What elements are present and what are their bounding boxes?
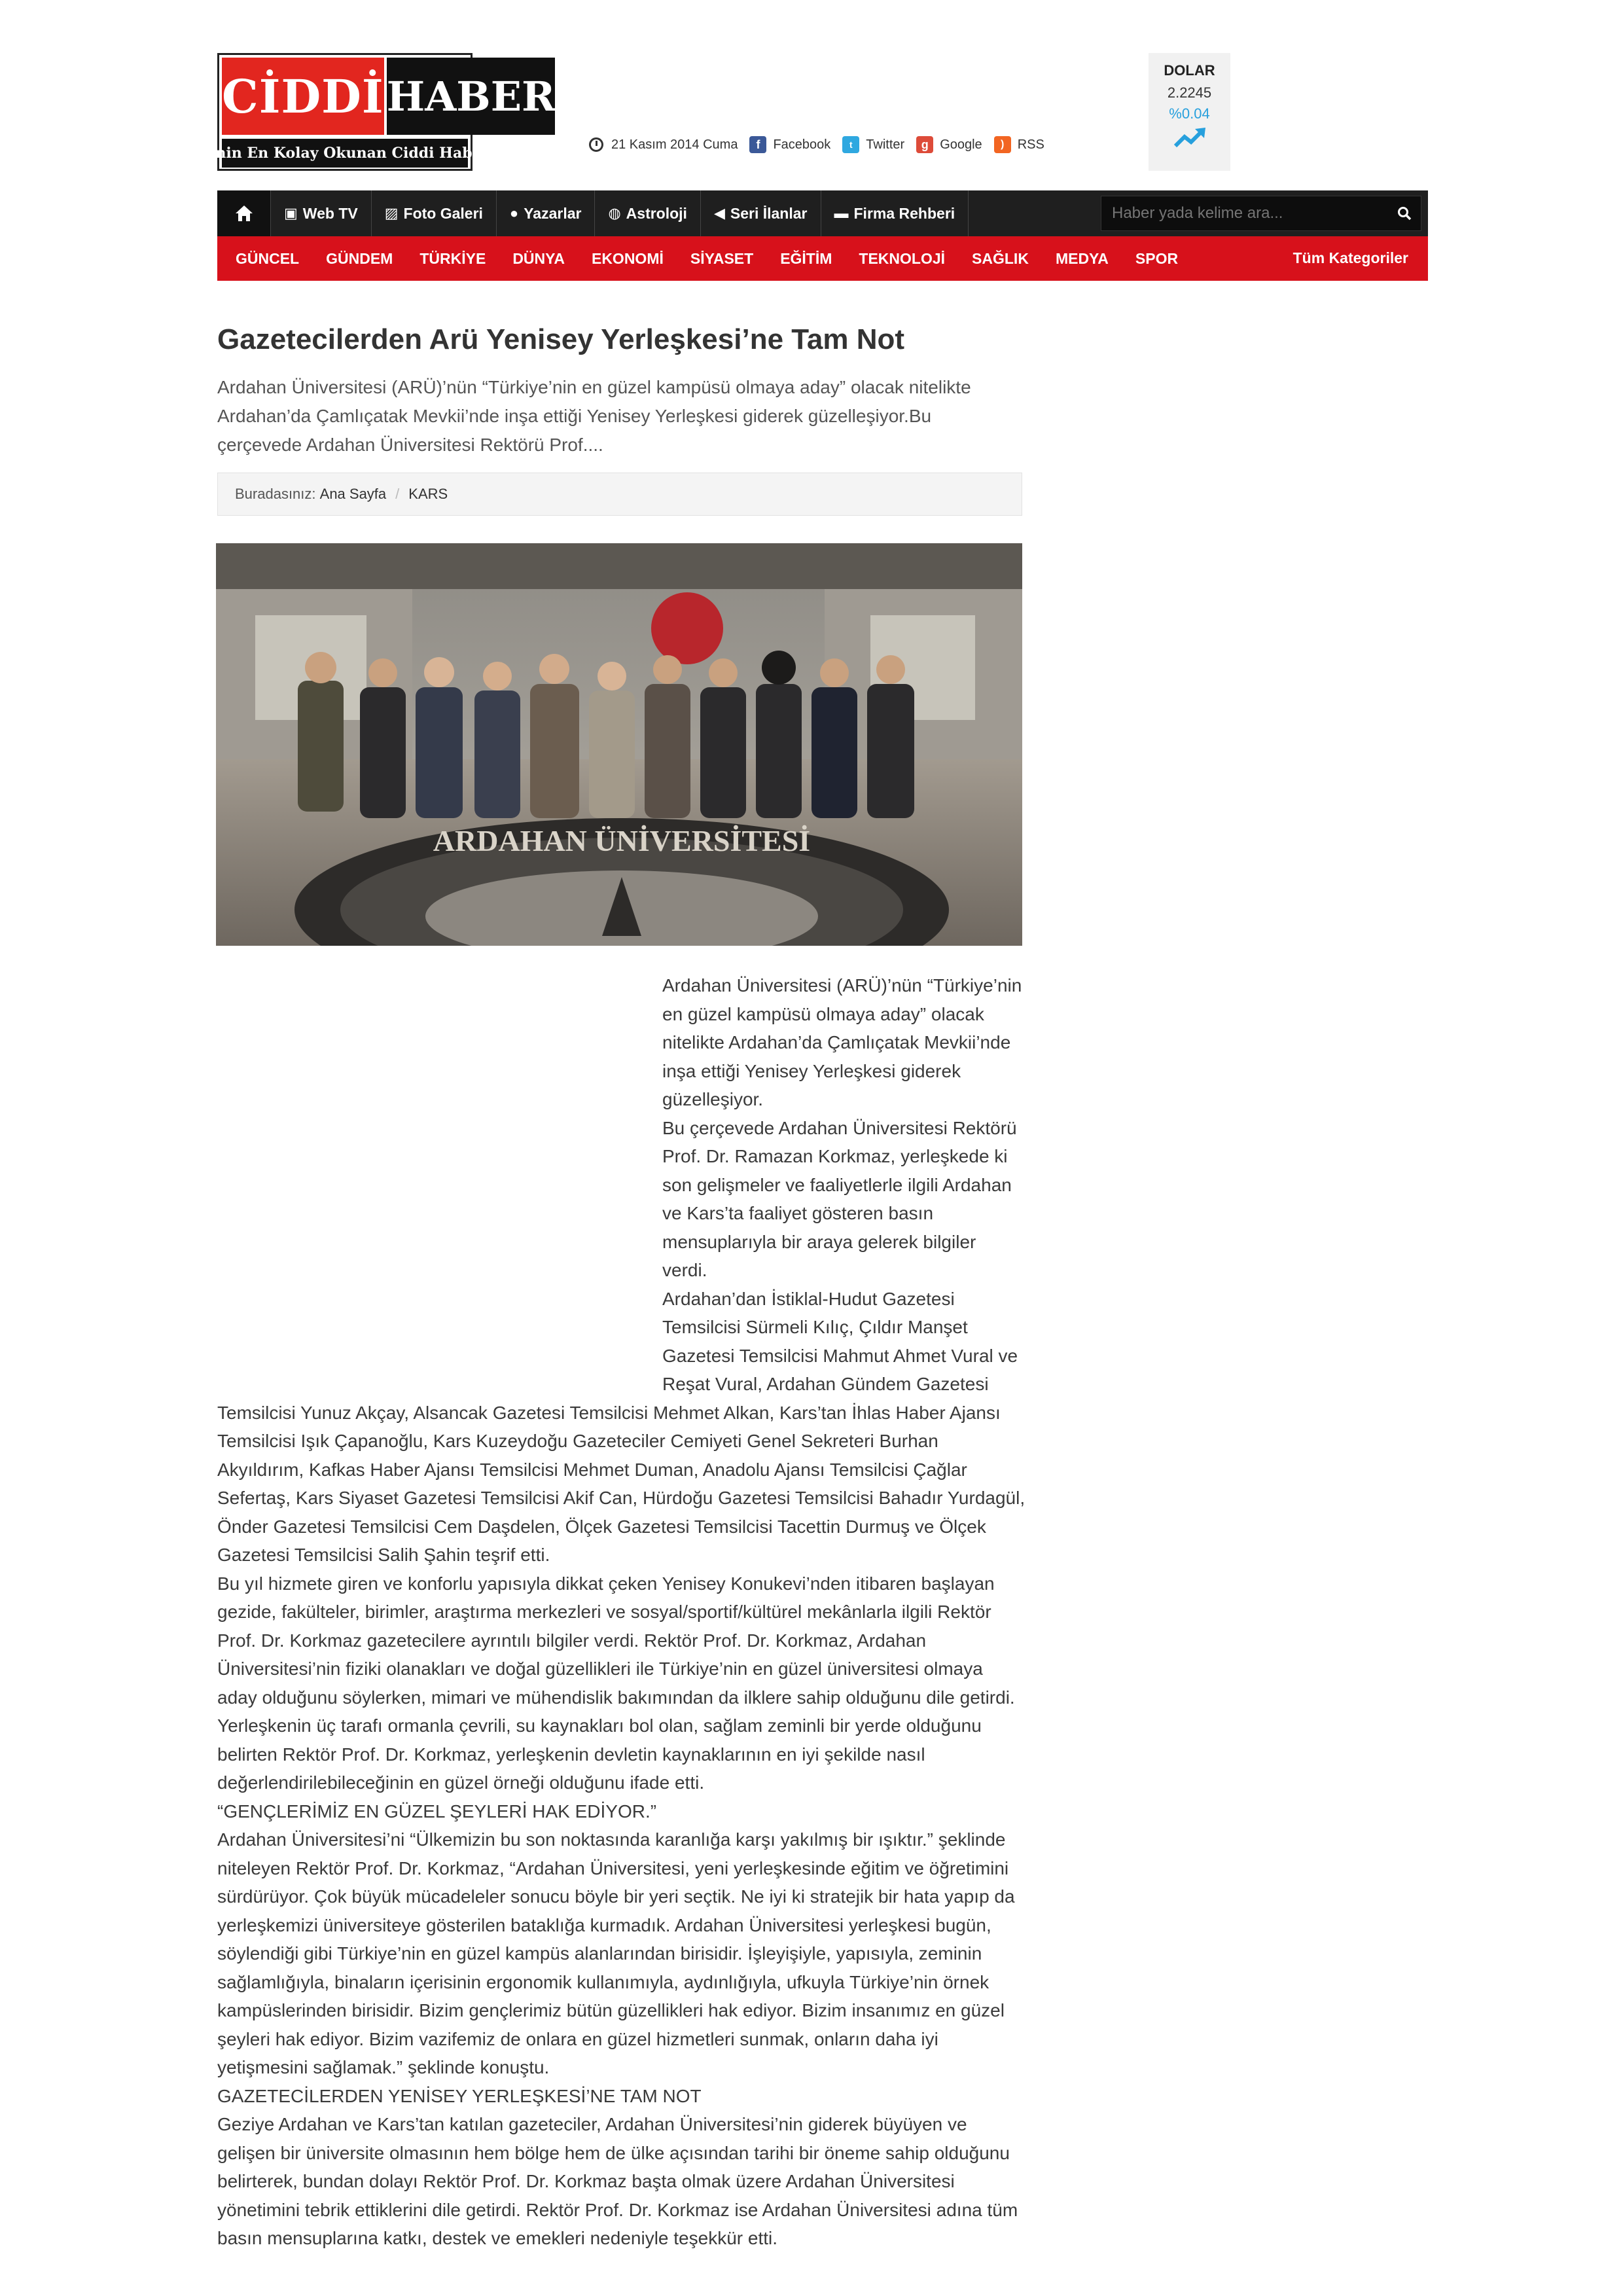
article-subheading: “GENÇLERİMİZ EN GÜZEL ŞEYLERİ HAK EDİYOR.” bbox=[217, 1801, 657, 1821]
category-gundem[interactable]: GÜNDEM bbox=[326, 249, 393, 267]
article-summary: Ardahan Üniversitesi (ARÜ)’nün “Türkiye’nin en güzel kampüsü olmaya aday” olacak nitelikte Ardahan’da Çamlıçatak Mevkii’nde inşa ettiği Yenisey Yerleşkesi giderek güzelleşiyor.Bu çerçevede Ardahan Üniversitesi Rektörü Prof.... bbox=[217, 377, 971, 455]
article-title: Gazetecilerden Arü Yenisey Yerleşkesi’ne Tam Not bbox=[217, 323, 905, 355]
main-nav bbox=[217, 190, 1428, 236]
all-categories-link[interactable]: Tüm Kategoriler bbox=[1293, 249, 1408, 266]
category-medya[interactable]: MEDYA bbox=[1055, 249, 1109, 267]
nav-item-yazarlar[interactable]: ● Yazarlar bbox=[497, 190, 596, 236]
category-guncel[interactable]: GÜNCEL bbox=[236, 249, 300, 267]
logo-tagline: Türkiye'nin En Kolay Okunan Ciddi Haber Sitesi bbox=[222, 139, 468, 168]
category-dunya[interactable]: DÜNYA bbox=[512, 249, 565, 267]
category-bar bbox=[217, 236, 1428, 281]
twitter-link[interactable]: Twitter bbox=[866, 137, 905, 152]
breadcrumb-home[interactable]: Ana Sayfa bbox=[319, 486, 387, 502]
category-spor[interactable]: SPOR bbox=[1135, 249, 1179, 267]
logo-ciddi: CİDDİ bbox=[222, 58, 384, 135]
twitter-icon[interactable]: t bbox=[842, 136, 859, 153]
article-subheading: GAZETECİLERDEN YENİSEY YERLEŞKESİ’NE TAM NOT bbox=[217, 2085, 702, 2106]
briefcase-icon: ▬ bbox=[834, 205, 849, 221]
article-paragraph: Bu yıl hizmete giren ve konforlu yapısıyla dikkat çeken Yenisey Konukevi’nden itibaren başlayan gezide, fakülteler, birimler, araştırma merkezleri ve sosyal/sportif/kültürel mekânlarla ilgili Rektör Prof. Dr. Korkmaz gazetecilere ayrıntılı bilgiler verdi. Rektör Prof. Dr. Korkmaz, Ardahan Üniversitesi’nin fiziki olanakları ve doğal güzellikleri ile Türkiye’nin en güzel üniversitesi olmaya aday olduğunu söylerken, mimari ve mühendislik bakımından da ilklere sahip olduğunu dile getirdi. Yerleşkenin üç tarafı ormanla çevrili, su kaynakları bol olan, sağlam zeminli bir yerde olduğunu belirten Rektör Prof. Dr. Korkmaz, yerleşkenin devletin kaynaklarının en iyi şekilde nasıl değerlendirilebileceğinin en güzel örneği olduğunu ifade etti. bbox=[217, 1573, 1015, 1793]
nav-item-firma-rehberi[interactable]: ▬ Firma Rehberi bbox=[821, 190, 969, 236]
facebook-icon[interactable]: f bbox=[749, 136, 766, 153]
globe-icon: ◍ bbox=[608, 205, 621, 221]
article-body bbox=[217, 971, 1026, 2253]
site-logo[interactable] bbox=[151, 53, 556, 171]
current-date: 21 Kasım 2014 Cuma bbox=[611, 137, 738, 152]
clock-icon bbox=[589, 137, 603, 152]
article-paragraph: Geziye Ardahan ve Kars’tan katılan gazeteciler, Ardahan Üniversitesi’nin giderek büyüyen ve gelişen bir üniversite olmasının hem bölge hem de ülke açısından tarihi bir öneme sahip olduğunu belirterek, bundan dolayı Rektör Prof. Dr. Korkmaz başta olmak üzere Ardahan Üniversitesi yönetimini tebrik ettiklerini dile getirdi. Rektör Prof. Dr. Korkmaz ise Ardahan Üniversitesi adına tüm basın mensuplarına katkı, destek ve emekleri nedeniyle teşekkür etti. bbox=[217, 2114, 1018, 2248]
ad-space bbox=[217, 971, 662, 1371]
logo-haber: HABER bbox=[387, 58, 556, 135]
home-button[interactable] bbox=[217, 190, 271, 236]
google-link[interactable]: Google bbox=[940, 137, 982, 152]
rss-icon[interactable]: ) bbox=[994, 136, 1011, 153]
search-box bbox=[1101, 196, 1421, 231]
google-icon[interactable]: g bbox=[916, 136, 933, 153]
currency-change: %0.04 bbox=[1169, 105, 1210, 122]
category-siyaset[interactable]: SİYASET bbox=[690, 249, 754, 267]
nav-item-web-tv[interactable]: ▣ Web TV bbox=[271, 190, 372, 236]
top-meta-bar bbox=[589, 136, 1044, 153]
category-ekonomi[interactable]: EKONOMİ bbox=[591, 249, 664, 267]
user-icon: ● bbox=[509, 205, 519, 221]
category-egitim[interactable]: EĞİTİM bbox=[780, 249, 832, 267]
breadcrumb-separator: / bbox=[395, 486, 400, 502]
article-paragraph: Bu çerçevede Ardahan Üniversitesi Rektörü Prof. Dr. Ramazan Korkmaz, yerleşkede ki son gelişmeler ve faaliyetlerle ilgili Ardahan ve Kars’ta faaliyet gösteren basın mensuplarıyla bir araya gelerek bilgiler verdi. bbox=[662, 1117, 1017, 1280]
trend-up-icon bbox=[1173, 126, 1207, 149]
tv-icon: ▣ bbox=[284, 205, 298, 221]
breadcrumb bbox=[217, 473, 1022, 516]
breadcrumb-prefix: Buradasınız: bbox=[235, 486, 316, 502]
article-paragraph: Ardahan’dan İstiklal-Hudut Gazetesi Temsilcisi Sürmeli Kılıç, Çıldır Manşet Gazetesi Temsilcisi Mahmut Ahmet Vural ve Reşat Vural, Ardahan Gündem Gazetesi Temsilcisi Yunuz Akçay, Alsancak Gazetesi Temsilcisi Mehmet Alkan, Kars’tan İhlas Haber Ajansı Temsilcisi Işık Çapanoğlu, Kars Kuzeydoğu Gazeteciler Cemiyeti Genel Sekreteri Burhan Akyıldırım, Kafkas Haber Ajansı Temsilcisi Mehmet Duman, Anadolu Ajansı Temsilcisi Çağlar Sefertaş, Kars Siyaset Gazetesi Temsilcisi Akif Can, Hürdoğu Gazetesi Temsilcisi Bahadır Yurdagül, Önder Gazetesi Temsilcisi Cem Daşdelen, Ölçek Gazetesi Temsilcisi Tacettin Durmuş ve Ölçek Gazetesi Temsilcisi Salih Şahin teşrif etti. bbox=[217, 1288, 1026, 1565]
search-input[interactable] bbox=[1101, 204, 1388, 223]
currency-widget bbox=[1149, 53, 1230, 171]
article-paragraph: Ardahan Üniversitesi’ni “Ülkemizin bu son noktasında karanlığa karşı yakılmış bir ışıktır.” şeklinde niteleyen Rektör Prof. Dr. Korkmaz, “Ardahan Üniversitesi, yeni yerleşkesinde eğitim ve öğretimini sürdürüyor. Çok büyük mücadeleler sonucu böyle bir yeri seçtik. Ne iyi ki stratejik bir hata yapıp da yerleşkemizi üniversiteye gösterilen bataklığa kurmadık. Ardahan Üniversitesi yerleşkesi bugün, söylendiği gibi Türkiye’nin en güzel kampüs alanlarından birisidir. İşleyişiyle, yapısıyla, zeminin sağlamlığıyla, binaların içerisinin ergonomik kullanımıyla, aydınlığıyla, ufkuyla Türkiye’nin örnek kampüslerinden birisidir. Bizim gençlerimiz bütün güzellikleri hak ediyor. Bizim insanımız en güzel şeyleri hak ediyor. Bizim vazifemiz de onlara en güzel hizmetleri sunmak, onların daha iyi yetişmesini sağlamak.” şeklinde konuştu. bbox=[217, 1829, 1015, 2077]
image-icon: ▨ bbox=[384, 205, 399, 221]
article-photo bbox=[216, 543, 1022, 946]
search-button[interactable] bbox=[1388, 196, 1421, 231]
currency-value: 2.2245 bbox=[1167, 84, 1212, 101]
category-turkiye[interactable]: TÜRKİYE bbox=[419, 249, 486, 267]
nav-item-astroloji[interactable]: ◍ Astroloji bbox=[595, 190, 700, 236]
category-saglik[interactable]: SAĞLIK bbox=[972, 249, 1029, 267]
group-photo-illustration bbox=[216, 543, 1022, 946]
currency-label: DOLAR bbox=[1164, 62, 1215, 79]
seal-text: ARDAHAN ÜNİVERSİTESİ bbox=[433, 824, 811, 857]
nav-item-foto-galeri[interactable]: ▨ Foto Galeri bbox=[372, 190, 497, 236]
search-icon bbox=[1397, 206, 1412, 221]
breadcrumb-category[interactable]: KARS bbox=[408, 486, 448, 502]
facebook-link[interactable]: Facebook bbox=[773, 137, 831, 152]
category-teknoloji[interactable]: TEKNOLOJİ bbox=[859, 249, 946, 267]
rss-link[interactable]: RSS bbox=[1017, 137, 1044, 152]
article-paragraph: Ardahan Üniversitesi (ARÜ)’nün “Türkiye’nin en güzel kampüsü olmaya aday” olacak nitelikte Ardahan’da Çamlıçatak Mevkii’nde inşa ettiği Yenisey Yerleşkesi giderek güzelleşiyor. bbox=[662, 975, 1022, 1109]
megaphone-icon: ◀ bbox=[713, 205, 725, 221]
home-icon bbox=[235, 205, 253, 222]
nav-item-seri-ilanlar[interactable]: ◀ Seri İlanlar bbox=[701, 190, 821, 236]
